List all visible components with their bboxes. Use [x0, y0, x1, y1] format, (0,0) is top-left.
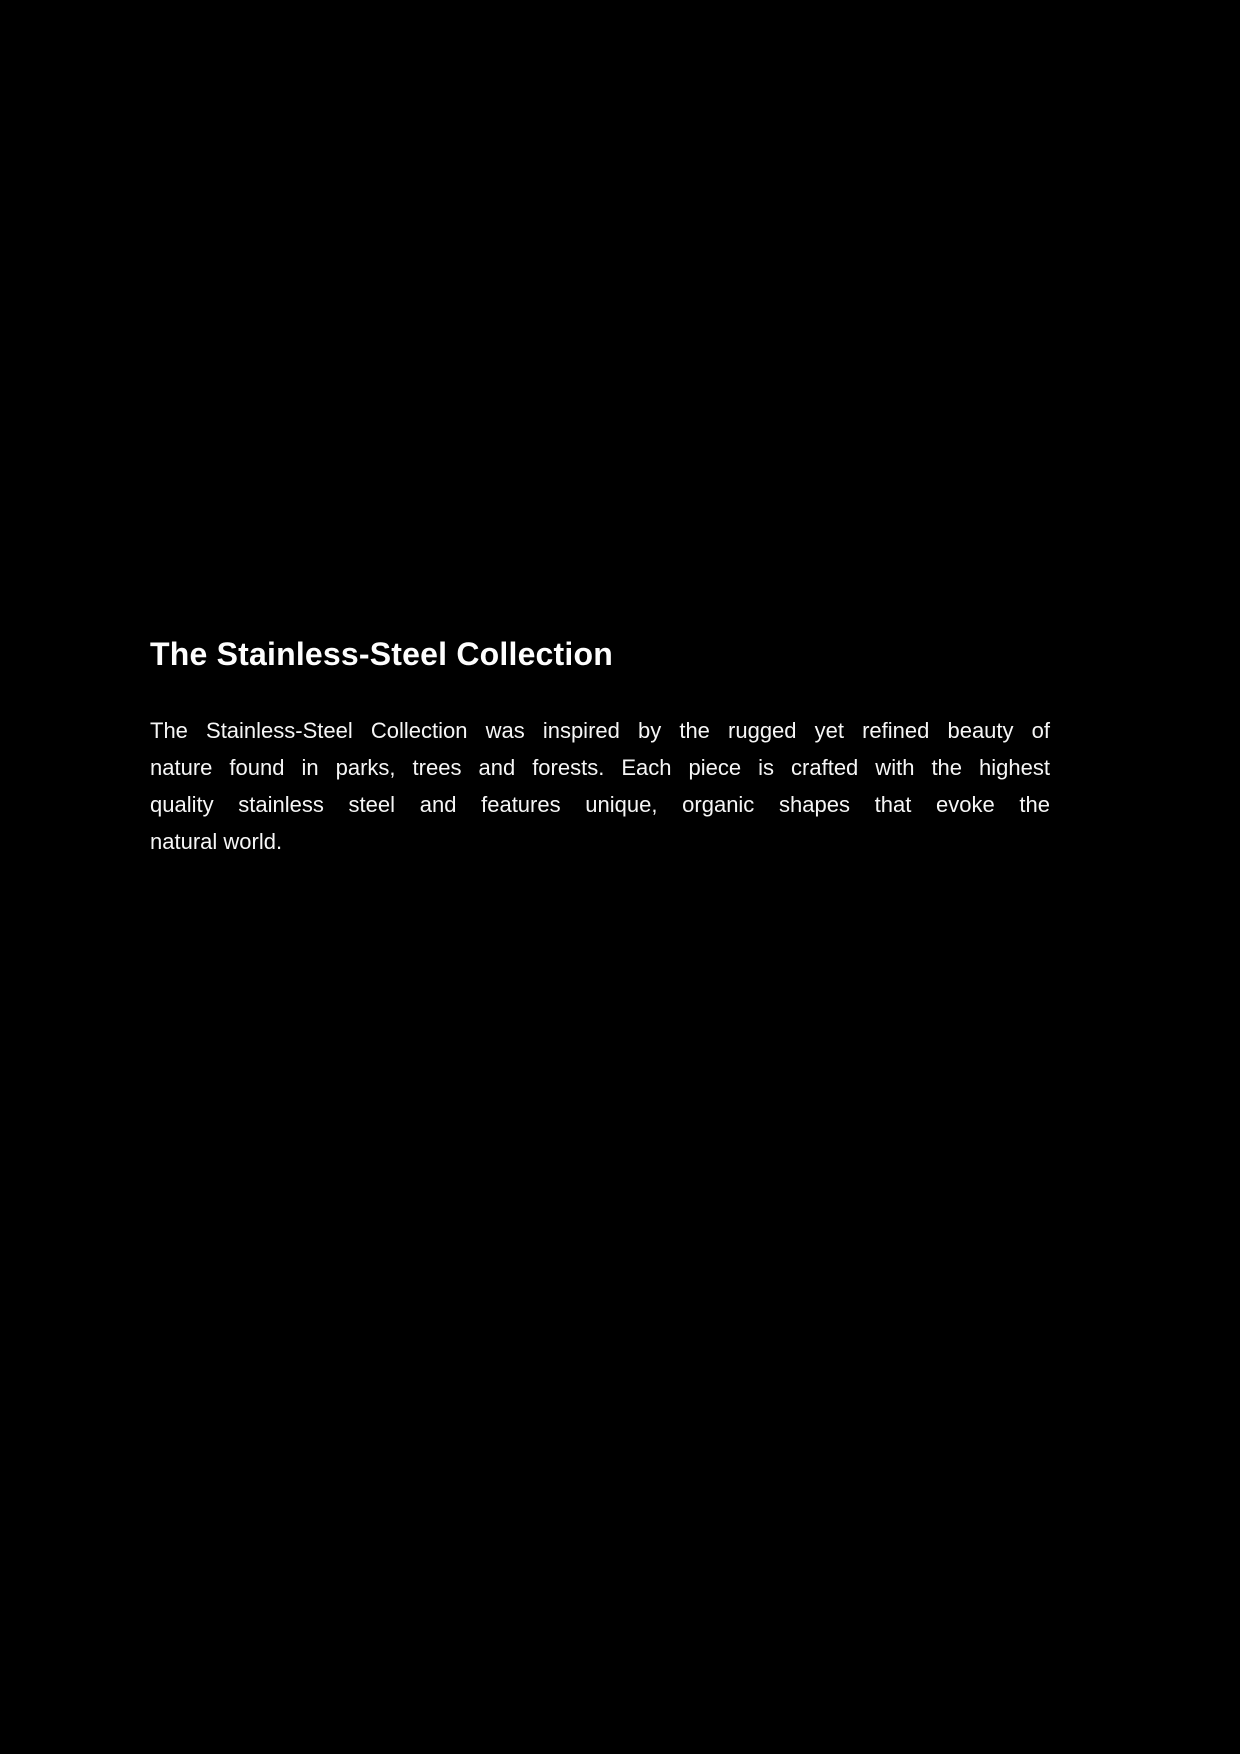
description-line-2: nature found in parks, trees and forests. Each piece is crafted with the highest: [150, 755, 1050, 780]
description-line-4: natural world.: [150, 829, 283, 854]
description-line-1: The Stainless-Steel Collection was inspired by the rugged yet refined beauty of: [150, 718, 1050, 743]
collection-description: [150, 712, 1050, 860]
collection-intro-section: [150, 634, 1050, 860]
page-title: The Stainless-Steel Collection: [150, 636, 613, 672]
description-line-3: quality stainless steel and features unique, organic shapes that evoke the: [150, 792, 1050, 817]
